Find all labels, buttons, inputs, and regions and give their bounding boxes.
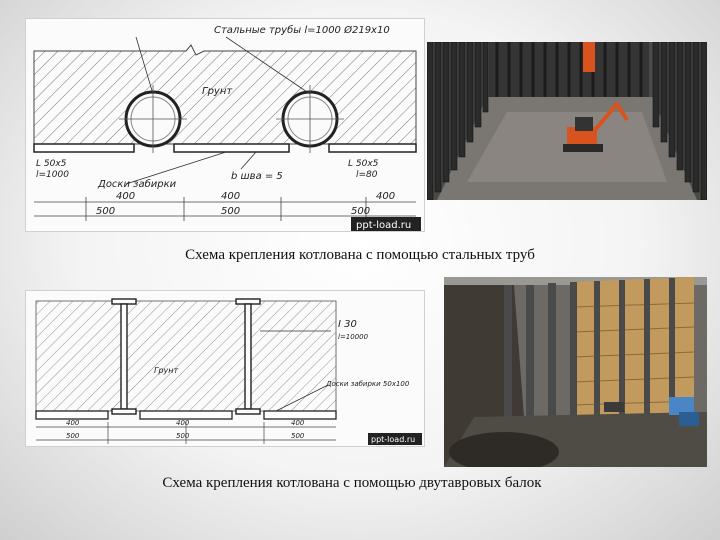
steel-pipes-drawing	[25, 18, 425, 232]
label-steel-pipes: Стальные трубы l=1000 Ø219x10	[214, 25, 390, 36]
dim-500-c: 500	[291, 432, 305, 440]
dim-400-b: 400	[221, 191, 241, 202]
caption-steel-pipes: Схема крепления котлована с помощью стальных труб	[185, 247, 535, 263]
dim-400-c: 400	[376, 191, 396, 202]
i-beams-schema	[26, 291, 424, 446]
dim-400-a: 400	[66, 419, 80, 427]
plank	[34, 144, 134, 152]
plank	[329, 144, 416, 152]
label-beam-len: l=10000	[338, 333, 369, 341]
excavation-photo	[427, 42, 707, 200]
dim-500-c: 500	[351, 206, 371, 217]
ground-hatch	[36, 301, 336, 411]
label-planks: Доски забирки 50х100	[326, 380, 410, 388]
plank	[140, 411, 232, 419]
label-angle-right: L 50x5	[348, 159, 379, 169]
dim-500-b: 500	[221, 206, 241, 217]
plank	[36, 411, 108, 419]
label-ground: Грунт	[202, 86, 233, 97]
dim-500-a: 500	[66, 432, 80, 440]
plank	[264, 411, 336, 419]
label-b-step: b шва = 5	[231, 171, 283, 182]
excavation-photo	[444, 277, 707, 467]
label-planks: Доски забирки	[98, 179, 177, 190]
dim-500-b: 500	[176, 432, 190, 440]
plank	[174, 144, 289, 152]
i-beams-drawing	[25, 290, 425, 447]
dim-400-b: 400	[176, 419, 190, 427]
dim-500-a: 500	[96, 206, 116, 217]
dim-400-c: 400	[291, 419, 305, 427]
dim-400-a: 400	[116, 191, 136, 202]
label-ground: Грунт	[154, 366, 179, 375]
steel-pipes-photo	[427, 42, 707, 200]
label-angle-right-len: l=80	[356, 170, 378, 180]
watermark: ppt-load.ru	[356, 220, 412, 231]
label-angle-left-len: l=1000	[36, 170, 69, 180]
watermark: ppt-load.ru	[371, 435, 416, 444]
caption-i-beams: Схема крепления котлована с помощью двутавровых балок	[162, 475, 542, 491]
label-angle-left: L 50x5	[36, 159, 67, 169]
i-beams-photo	[444, 277, 707, 467]
steel-pipes-schema	[26, 19, 424, 231]
label-beam: I 30	[338, 319, 357, 330]
